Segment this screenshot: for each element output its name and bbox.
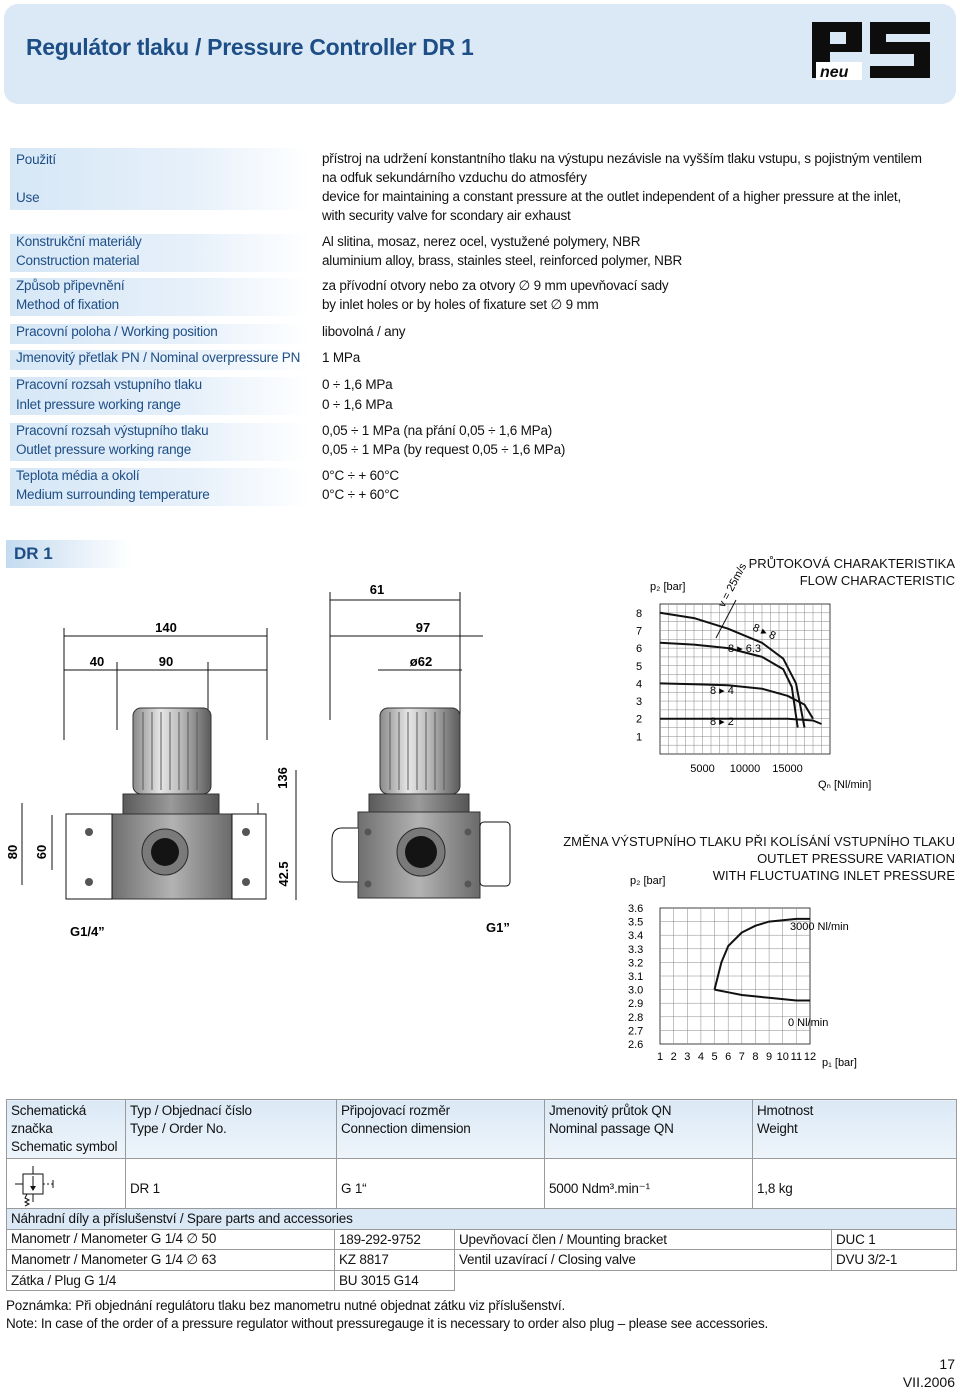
parts-cell: Manometr / Manometer G 1/4 ∅ 63 [7,1250,335,1271]
dim-42-5: 42.5 [276,861,291,887]
spec-label-material-cz: Konstrukční materiály [16,234,142,249]
spec-fixation-text: za přívodní otvory nebo za otvory ∅ 9 mm upevňovací sady [322,278,669,293]
variation-xtick-label: 7 [738,1051,745,1063]
spec-outlet-text: 0,05 ÷ 1 MPa (by request 0,05 ÷ 1,6 MPa) [322,442,566,457]
order-header-cell: Typ / Objednací číslo Type / Order No. [126,1100,337,1159]
order-header-cell: Hmotnost Weight [753,1100,957,1159]
order-table-header [7,1100,957,1159]
variation-ytick-label: 3.4 [628,930,644,943]
order-header-cell: Schematická značka Schematic symbol [7,1100,126,1159]
variation-xtick-label: 4 [697,1051,704,1063]
variation-xtick-label: 1 [656,1051,664,1063]
note-cz: Poznámka: Při objednání regulátoru tlaku bez manometru nutné objednat zátku viz příslušenství. [6,1298,566,1313]
flow-chart [610,560,880,796]
flow-ytick-label: 8 [636,607,643,620]
flow-xtick-label: 15000 [772,763,803,775]
variation-chart-title-2: OUTLET PRESSURE VARIATION [757,851,955,866]
variation-chart-yticks [628,903,643,1051]
order-connection-cell: G 1“ [337,1159,545,1219]
flow-chart-series [660,613,822,728]
spec-label-use-en: Use [16,190,40,205]
spec-label-outlet-cz: Pracovní rozsah výstupního tlaku [16,423,209,438]
dim-60: 60 [34,844,49,860]
spec-material-text: aluminium alloy, brass, stainles steel, reinforced polymer, NBR [322,253,683,268]
parts-table-header [7,1209,957,1230]
spec-label-use-cz: Použití [16,152,56,167]
dim-140: 140 [155,620,177,635]
variation-xtick-label: 6 [725,1051,732,1063]
order-type-cell: DR 1 [126,1159,337,1219]
port-label-left: G1/4” [70,924,105,939]
spec-label-material-en: Construction material [16,253,140,268]
side-view-regulator [332,708,510,898]
variation-ytick-label: 3.5 [628,916,644,929]
flow-ytick-label: 2 [636,713,643,726]
order-table [6,1099,957,1219]
order-weight-cell: 1,8 kg [753,1159,957,1219]
variation-ytick-label: 2.7 [628,1025,644,1038]
regulator-symbol-icon [11,1162,71,1212]
parts-cell: Manometr / Manometer G 1/4 ∅ 50 [7,1229,335,1250]
variation-ytick-label: 3.2 [628,957,644,970]
page-date: VII.2006 [902,1374,955,1390]
spec-fixation-text: by inlet holes or by holes of fixature set ∅ 9 mm [322,297,599,312]
spec-label-position: Pracovní poloha / Working position [16,324,218,339]
section-label: DR 1 [14,544,53,563]
variation-ytick-label: 2.6 [628,1039,644,1051]
parts-table-row [7,1250,957,1271]
variation-xtick-label: 2 [670,1051,677,1063]
curve-label-8-6-3: 8 ▸ 6.3 [728,643,762,655]
parts-cell: DVU 3/2-1 [832,1250,957,1271]
flow-chart-velocity-label: v = 25m/s [716,561,750,610]
variation-xtick-label: 3 [684,1051,691,1063]
spec-use-text: with security valve for scondary air exhaust [322,208,571,223]
spec-inlet-text: 0 ÷ 1,6 MPa [322,397,393,412]
flow-chart-title-cz: PRŮTOKOVÁ CHARAKTERISTIKA [748,556,955,571]
flow-chart-grid [660,604,830,754]
variation-ytick-label: 3.1 [628,971,644,983]
spec-label-temp-en: Medium surrounding temperature [16,487,210,502]
dim-90: 90 [158,654,174,669]
spec-overpressure-text: 1 MPa [322,350,361,365]
flow-ytick-label: 4 [636,678,643,691]
curve-label-8-8: 8 ▸ 8 [750,621,778,643]
variation-xtick-label: 8 [752,1051,759,1063]
dim-61: 61 [369,582,385,597]
parts-cell: Upevňovací člen / Mounting bracket [455,1229,832,1250]
flow-chart-ylabel: p₂ [bar] [650,581,686,593]
curve-label-8-4: 8 ▸ 4 [710,685,734,697]
note-en: Note: In case of the order of a pressure regulator without pressuregauge it is necessary to order also plug – please see accessories. [6,1316,769,1331]
spec-outlet-text: 0,05 ÷ 1 MPa (na přání 0,05 ÷ 1,6 MPa) [322,423,553,438]
flow-ytick-label: 5 [636,660,643,673]
variation-ytick-label: 3.0 [628,984,644,997]
parts-cell: KZ 8817 [335,1250,455,1271]
variation-ytick-label: 2.8 [628,1011,644,1024]
dim-62: ø62 [409,654,433,669]
variation-label-3000: 3000 Nl/min [790,921,849,933]
parts-cell: Zátka / Plug G 1/4 [7,1270,335,1291]
variation-xtick-label: 5 [711,1051,718,1063]
spec-label-fixation-cz: Způsob připevnění [16,278,125,293]
ps-neu-logo [812,22,936,82]
spec-position-text: libovolná / any [322,324,406,339]
variation-chart-ylabel: p₂ [bar] [630,875,666,887]
spec-label-inlet-cz: Pracovní rozsah vstupního tlaku [16,377,202,392]
front-view-regulator [66,708,266,899]
spec-label-temp-cz: Teplota média a okolí [16,468,140,483]
dim-136: 136 [275,767,290,789]
dim-80: 80 [5,844,20,860]
page-title: Regulátor tlaku / Pressure Controller DR 1 [26,34,474,60]
curve-label-8-2: 8 ▸ 2 [710,716,734,728]
flow-ytick-label: 1 [636,731,643,744]
spec-label-inlet-en: Inlet pressure working range [16,397,181,412]
flow-chart-xticks [690,763,803,775]
dim-40: 40 [89,654,105,669]
parts-header-cell: Náhradní díly a příslušenství / Spare parts and accessories [7,1209,957,1230]
flow-chart-xlabel: Qₙ [Nl/min] [818,779,872,791]
variation-chart-title-1: ZMĚNA VÝSTUPNÍHO TLAKU PŘI KOLÍSÁNÍ VSTUPNÍHO TLAKU [563,834,955,849]
order-header-cell: Jmenovitý průtok QN Nominal passage QN [545,1100,753,1159]
parts-cell-empty [455,1270,957,1291]
variation-chart [600,866,870,1076]
parts-cell: 189-292-9752 [335,1229,455,1250]
variation-xtick-label: 10 [776,1051,789,1063]
page-number: 17 [939,1356,955,1372]
flow-ytick-label: 7 [636,625,643,638]
svg-text:neu: neu [820,64,849,81]
parts-table [6,1208,957,1291]
variation-chart-xticks [657,1051,816,1063]
order-flow-cell: 5000 Ndm³.min⁻¹ [545,1159,753,1219]
spec-use-text: device for maintaining a constant pressure at the outlet independent of a higher pressure at the inlet, [322,189,902,204]
variation-ytick-label: 3.3 [628,943,644,956]
parts-table-row [7,1229,957,1250]
variation-xtick-label: 12 [803,1051,817,1063]
spec-label-fixation-en: Method of fixation [16,297,119,312]
variation-ytick-label: 3.6 [628,903,644,915]
order-header-cell: Připojovací rozměr Connection dimension [337,1100,545,1159]
flow-ytick-label: 3 [636,696,643,709]
spec-inlet-text: 0 ÷ 1,6 MPa [322,377,393,392]
technical-drawing [0,570,590,950]
parts-table-row [7,1270,957,1291]
variation-xtick-label: 11 [790,1051,803,1063]
variation-series-line-1 [715,990,811,1001]
flow-xtick-label: 10000 [729,763,761,775]
spec-temp-text: 0°C ÷ + 60°C [322,487,399,502]
flow-chart-yticks [636,608,642,744]
flow-ytick-label: 6 [636,643,643,656]
port-label-right: G1” [486,920,510,935]
spec-material-text: Al slitina, mosaz, nerez ocel, vystužené polymery, NBR [322,234,641,249]
parts-cell: DUC 1 [832,1229,957,1250]
spec-temp-text: 0°C ÷ + 60°C [322,468,399,483]
variation-chart-title-3: WITH FLUCTUATING INLET PRESSURE [712,868,955,883]
side-view-dimensions [330,592,483,720]
flow-xtick-label: 5000 [690,763,715,775]
spec-label-overpressure: Jmenovitý přetlak PN / Nominal overpressure PN [16,350,301,365]
spec-use-text: na odfuk sekundárního vzduchu do atmosféry [322,170,587,185]
variation-xtick-label: 9 [766,1051,773,1063]
spec-use-text: přístroj na udržení konstantního tlaku na výstupu nezávisle na vyšším tlaku vstupu, s pojistným ventilem [322,151,922,166]
variation-label-0: 0 Nl/min [788,1017,829,1029]
parts-cell: Ventil uzavírací / Closing valve [455,1250,832,1271]
parts-cell: BU 3015 G14 [335,1270,455,1291]
dim-97: 97 [415,620,431,635]
flow-chart-title-en: FLOW CHARACTERISTIC [799,573,955,588]
spec-label-outlet-en: Outlet pressure working range [16,442,192,457]
variation-chart-xlabel: p₁ [bar] [822,1057,857,1069]
variation-ytick-label: 2.9 [628,998,644,1011]
